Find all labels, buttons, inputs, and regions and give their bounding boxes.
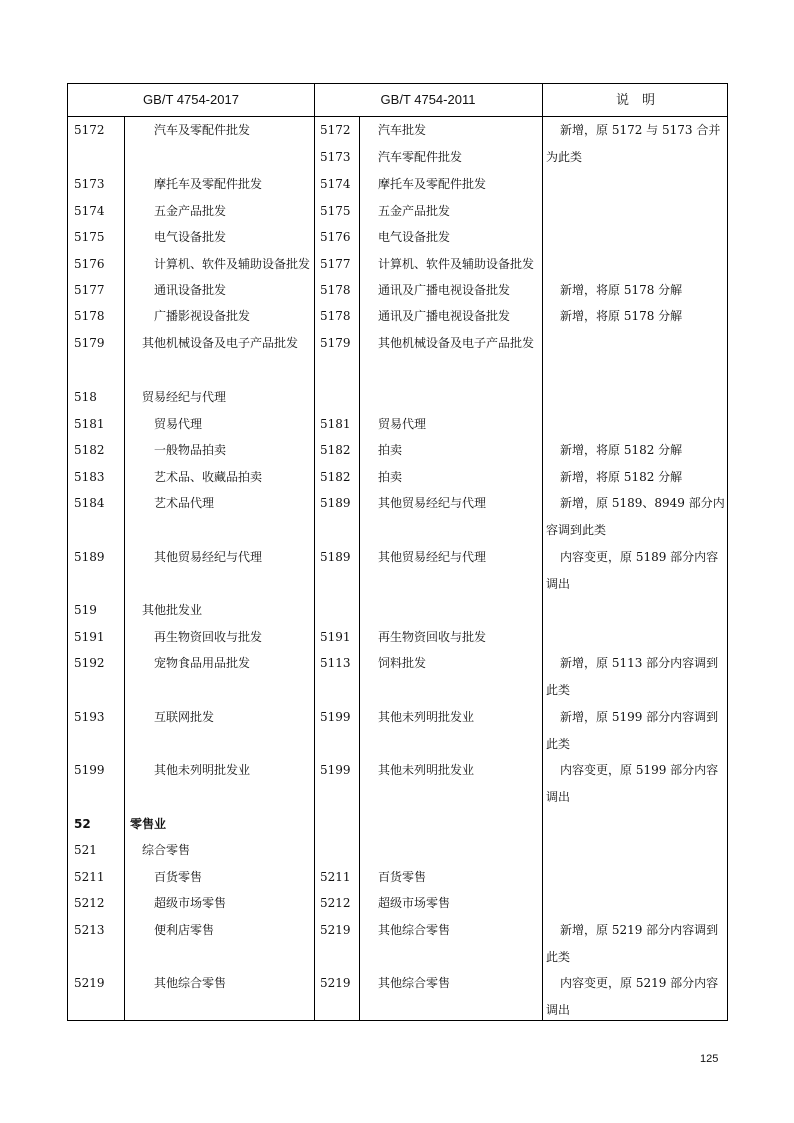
- code-new: 5181: [74, 417, 105, 431]
- note: 新增，将原 5182 分解: [560, 470, 683, 484]
- name-old: 百货零售: [378, 870, 427, 884]
- code-new: 5193: [74, 710, 105, 724]
- code-new: 521: [74, 843, 97, 857]
- column-divider: [314, 84, 315, 1020]
- name-old: 其他贸易经纪与代理: [378, 496, 487, 510]
- name-old: 计算机、软件及辅助设备批发: [378, 257, 535, 271]
- name-new: 超级市场零售: [154, 896, 227, 910]
- code-old: 5211: [320, 870, 351, 884]
- code-new: 5213: [74, 923, 105, 937]
- name-new: 其他机械设备及电子产品批发: [142, 336, 299, 350]
- header-old-standard: GB/T 4754-2011: [380, 92, 476, 107]
- code-new: 5178: [74, 309, 105, 323]
- code-new: 5174: [74, 204, 105, 218]
- note: 新增，将原 5178 分解: [560, 283, 683, 297]
- code-old: 5191: [320, 630, 351, 644]
- note: 新增，将原 5178 分解: [560, 309, 683, 323]
- name-new: 摩托车及零配件批发: [154, 177, 263, 191]
- name-old: 拍卖: [378, 470, 403, 484]
- code-new: 5189: [74, 550, 105, 564]
- code-old: 5182: [320, 443, 351, 457]
- name-new: 广播影视设备批发: [154, 309, 251, 323]
- code-new: 5182: [74, 443, 105, 457]
- name-new: 百货零售: [154, 870, 203, 884]
- name-new: 计算机、软件及辅助设备批发: [154, 257, 311, 271]
- code-new: 5179: [74, 336, 105, 350]
- name-old: 拍卖: [378, 443, 403, 457]
- code-new: 5175: [74, 230, 105, 244]
- code-new: 5172: [74, 123, 105, 137]
- code-old: 5199: [320, 710, 351, 724]
- name-new: 综合零售: [142, 843, 191, 857]
- name-new: 其他未列明批发业: [154, 763, 251, 777]
- code-new: 5192: [74, 656, 105, 670]
- note: 新增，将原 5182 分解: [560, 443, 683, 457]
- name-new: 艺术品代理: [154, 496, 215, 510]
- column-divider: [359, 116, 360, 1020]
- name-new: 互联网批发: [154, 710, 215, 724]
- name-old: 贸易代理: [378, 417, 427, 431]
- code-new: 5199: [74, 763, 105, 777]
- name-old: 通讯及广播电视设备批发: [378, 283, 511, 297]
- code-old: 5219: [320, 976, 351, 990]
- name-new: 汽车及零配件批发: [154, 123, 251, 137]
- code-old: 5178: [320, 309, 351, 323]
- code-new: 5177: [74, 283, 105, 297]
- note: 新增，原 5219 部分内容调到此类: [546, 923, 719, 964]
- note: 新增，原 5199 部分内容调到此类: [546, 710, 719, 751]
- code-old: 5182: [320, 470, 351, 484]
- note: 内容变更，原 5189 部分内容调出: [546, 550, 719, 591]
- name-new: 贸易代理: [154, 417, 203, 431]
- code-old: 5113: [320, 656, 351, 670]
- name-old: 其他综合零售: [378, 976, 451, 990]
- code-old: 5212: [320, 896, 351, 910]
- name-new: 其他综合零售: [154, 976, 227, 990]
- name-old: 汽车批发: [378, 123, 427, 137]
- name-old: 其他未列明批发业: [378, 710, 475, 724]
- note: 新增，原 5113 部分内容调到此类: [546, 656, 719, 697]
- header-new-standard: GB/T 4754-2017: [143, 92, 239, 107]
- name-old: 其他综合零售: [378, 923, 451, 937]
- code-new: 5212: [74, 896, 105, 910]
- name-new: 宠物食品用品批发: [154, 656, 251, 670]
- code-new: 5191: [74, 630, 105, 644]
- name-new: 一般物品拍卖: [154, 443, 227, 457]
- code-old: 5176: [320, 230, 351, 244]
- name-old: 其他贸易经纪与代理: [378, 550, 487, 564]
- name-new: 五金产品批发: [154, 204, 227, 218]
- code-old: 5174: [320, 177, 351, 191]
- code-old: 5175: [320, 204, 351, 218]
- name-old: 五金产品批发: [378, 204, 451, 218]
- note: 新增，原 5172 与 5173 合并为此类: [546, 123, 721, 164]
- code-old: 5189: [320, 550, 351, 564]
- page-number: 125: [700, 1053, 719, 1065]
- header-note: 说 明: [615, 92, 655, 107]
- code-new: 519: [74, 603, 97, 617]
- code-old: 5219: [320, 923, 351, 937]
- name-new: 电气设备批发: [154, 230, 227, 244]
- name-new: 再生物资回收与批发: [154, 630, 263, 644]
- note: 内容变更，原 5199 部分内容调出: [546, 763, 719, 804]
- code-old: 5199: [320, 763, 351, 777]
- comparison-table: [67, 83, 728, 1021]
- code-new: 5173: [74, 177, 105, 191]
- note: 新增，原 5189、8949 部分内容调到此类: [546, 496, 725, 537]
- name-old: 汽车零配件批发: [378, 150, 463, 164]
- name-new: 其他贸易经纪与代理: [154, 550, 263, 564]
- code-old: 5173: [320, 150, 351, 164]
- column-divider: [124, 116, 125, 1020]
- code-new: 52: [74, 817, 91, 831]
- name-old: 超级市场零售: [378, 896, 451, 910]
- note: 内容变更，原 5219 部分内容调出: [546, 976, 719, 1017]
- code-new: 5219: [74, 976, 105, 990]
- name-new: 贸易经纪与代理: [142, 390, 227, 404]
- name-new: 艺术品、收藏品拍卖: [154, 470, 263, 484]
- code-old: 5181: [320, 417, 351, 431]
- name-new: 通讯设备批发: [154, 283, 227, 297]
- code-old: 5177: [320, 257, 351, 271]
- column-divider: [542, 84, 543, 1020]
- name-old: 饲料批发: [378, 656, 427, 670]
- name-new: 零售业: [130, 817, 167, 831]
- name-new: 其他批发业: [142, 603, 203, 617]
- code-old: 5189: [320, 496, 351, 510]
- code-new: 5211: [74, 870, 105, 884]
- code-new: 518: [74, 390, 97, 404]
- code-new: 5176: [74, 257, 105, 271]
- name-old: 电气设备批发: [378, 230, 451, 244]
- code-old: 5178: [320, 283, 351, 297]
- code-new: 5184: [74, 496, 105, 510]
- name-new: 便利店零售: [154, 923, 215, 937]
- code-new: 5183: [74, 470, 105, 484]
- name-old: 通讯及广播电视设备批发: [378, 309, 511, 323]
- code-old: 5172: [320, 123, 351, 137]
- name-old: 再生物资回收与批发: [378, 630, 487, 644]
- name-old: 其他未列明批发业: [378, 763, 475, 777]
- name-old: 摩托车及零配件批发: [378, 177, 487, 191]
- code-old: 5179: [320, 336, 351, 350]
- name-old: 其他机械设备及电子产品批发: [378, 336, 535, 350]
